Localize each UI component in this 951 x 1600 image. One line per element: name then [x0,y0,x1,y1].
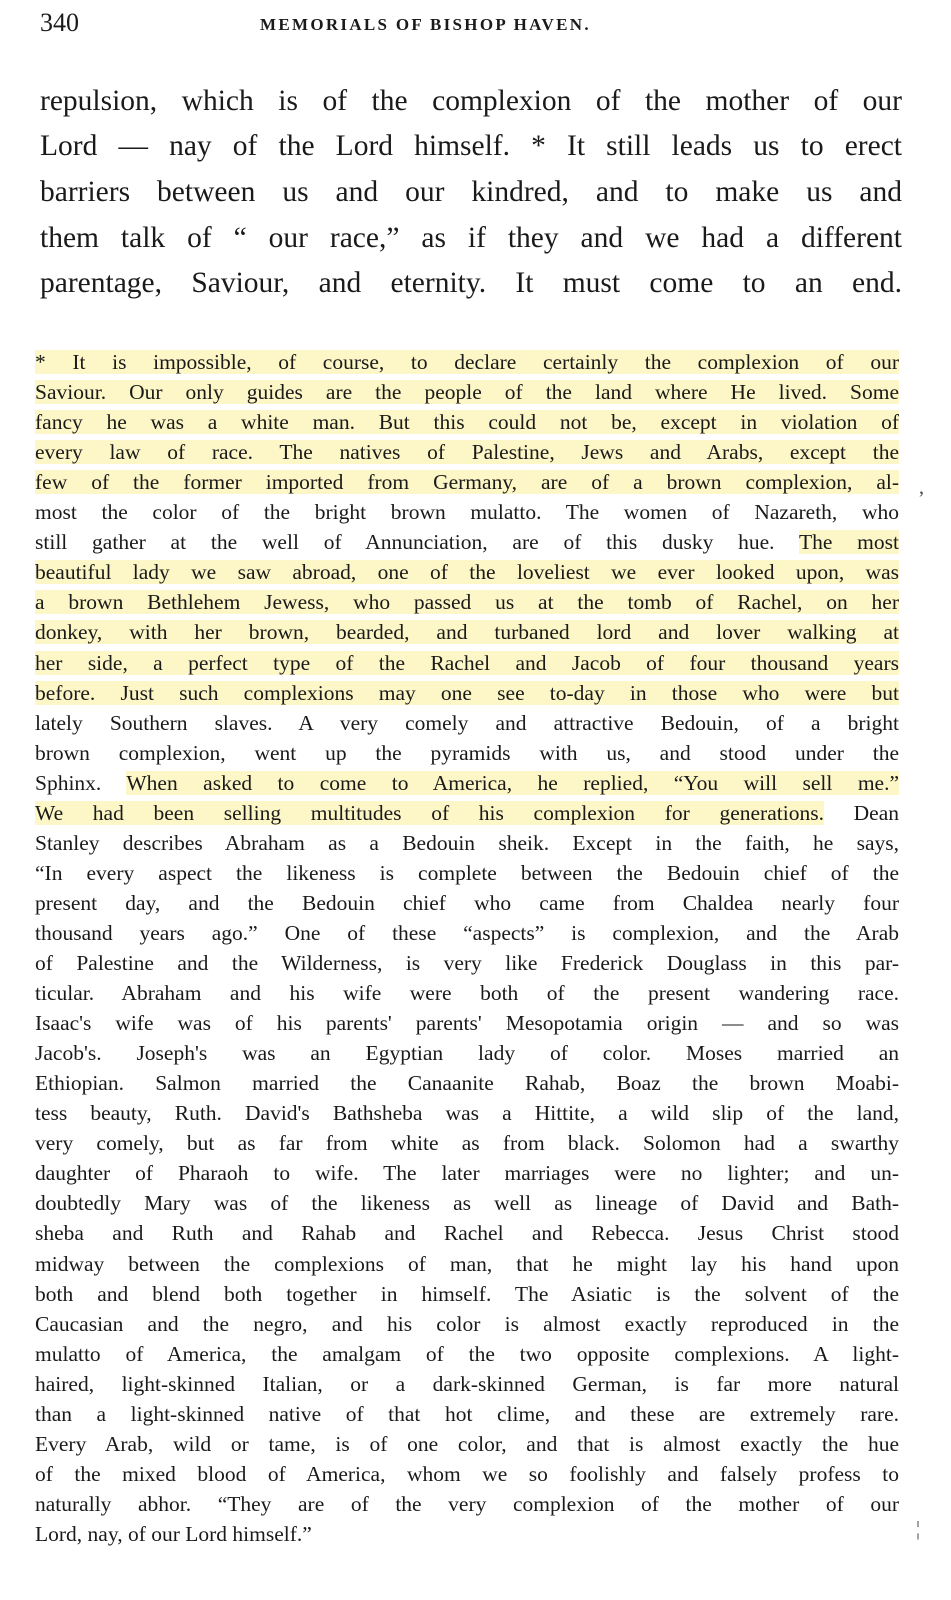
footnote-line [35,378,899,406]
footnote-text: than a light-skinned native of that hot clime, and these are extremely rare. [35,1401,899,1426]
footnote-text: naturally abhor. “They are of the very complexion of the mother of our [35,1491,899,1516]
footnote-line [35,649,899,677]
highlighted-text: few of the former imported from Germany, are of a brown complexion, al- [35,470,899,495]
footnote-line [35,1219,899,1247]
footnote-text: very comely, but as far from white as from black. Solomon had a swarthy [35,1131,899,1156]
footnote-text: mulatto of America, the amalgam of the two opposite complexions. A light- [35,1341,899,1366]
footnote-line [35,348,899,376]
footnote-text: ticular. Abraham and his wife were both of the present wandering race. [35,981,899,1006]
main-text-line: barriers between us and our kindred, and to make us and [40,176,902,208]
footnote-line [35,799,899,827]
footnote-text: present day, and the Bedouin chief who came from Chaldea nearly four [35,890,899,915]
highlighted-text: donkey, with her brown, bearded, and turbaned lord and lover walking at [35,620,899,645]
footnote-line [35,558,899,586]
footnote-text: Caucasian and the negro, and his color is almost exactly reproduced in the [35,1311,899,1336]
footnote-line [35,919,899,947]
footnote-line [35,1099,899,1127]
footnote-line [35,1460,899,1488]
highlighted-text: beautiful lady we saw abroad, one of the loveliest we ever looked upon, was [35,560,899,585]
footnote-line [35,618,899,646]
footnote-line [35,679,899,707]
footnote-text: haired, light-skinned Italian, or a dark-skinned German, is far more natural [35,1371,899,1396]
footnote-text: most the color of the bright brown mulatto. The women of Nazareth, who [35,500,899,525]
footnote-line [35,498,899,526]
footnote-text: Dean [823,800,899,825]
footnote-line [35,739,899,767]
footnote-line [35,468,899,496]
highlighted-text: The most [798,530,899,555]
footnote-line [35,1280,899,1308]
footnote-text: still gather at the well of Annunciation, are of this dusky hue. [35,530,799,555]
main-text-line: Lord — nay of the Lord himself. * It still leads us to erect [40,130,902,162]
footnote-line [35,709,899,737]
footnote-text: thousand years ago.” One of these “aspects” is complexion, and the Arab [35,920,899,945]
footnote-text: Sphinx. [35,770,127,795]
highlighted-text: her side, a perfect type of the Rachel and Jacob of four thousand years [35,650,899,675]
footnote-line [35,1400,899,1428]
footnote-line [35,859,899,887]
footnote-line [35,438,899,466]
footnote-text: Isaac's wife was of his parents' parents' Mesopotamia origin — and so was [35,1011,899,1036]
footnote-line [35,1189,899,1217]
footnote-text: Lord, nay, of our Lord himself.” [35,1521,312,1546]
footnote-line [35,1520,312,1548]
footnote-line [35,588,899,616]
footnote-text: brown complexion, went up the pyramids with us, and stood under the [35,740,899,765]
footnote-text: of Palestine and the Wilderness, is very like Frederick Douglass in this par- [35,951,899,975]
page-number: 340 [40,8,79,37]
footnote-text: midway between the complexions of man, that he might lay his hand upon [35,1251,899,1276]
footnote-line [35,1310,899,1338]
highlighted-text: fancy he was a white man. But this could not be, except in violation of [35,410,899,435]
footnote-line [35,1370,899,1398]
footnote-text: “In every aspect the likeness is complete between the Bedouin chief of the [35,860,899,885]
footnote-line [35,979,899,1007]
footnote-text: tess beauty, Ruth. David's Bathsheba was a Hittite, a wild slip of the land, [35,1101,899,1126]
footnote-text: sheba and Ruth and Rahab and Rachel and Rebecca. Jesus Christ stood [35,1221,899,1246]
footnote-line [35,1430,899,1458]
footnote-line [35,1340,899,1368]
footnote-line [35,949,899,977]
main-text-line: them talk of “ our race,” as if they and we had a different [40,222,902,254]
footnote-text: Jacob's. Joseph's was an Egyptian lady of color. Moses married an [35,1041,899,1066]
footnote-line [35,1490,899,1518]
footnote-text: of the mixed blood of America, whom we so foolishly and falsely profess to [35,1461,899,1486]
margin-mark: ʼ [918,488,925,510]
footnote-line [35,1069,899,1097]
main-text-line: parentage, Saviour, and eternity. It must come to an end. [40,267,902,299]
margin-mark: ¦ [916,1518,921,1540]
footnote-line [35,1129,899,1157]
footnote-line [35,769,899,797]
footnote-line [35,408,899,436]
footnote-text: lately Southern slaves. A very comely and attractive Bedouin, of a bright [35,710,899,735]
footnote-text: doubtedly Mary was of the likeness as well as lineage of David and Bath- [35,1191,899,1216]
footnote-line [35,1159,899,1187]
footnote-text: both and blend both together in himself. The Asiatic is the solvent of the [35,1281,899,1306]
footnote-line [35,829,899,857]
footnote-line [35,1009,899,1037]
highlighted-text: every law of race. The natives of Palestine, Jews and Arabs, except the [35,440,899,465]
footnote-text: Every Arab, wild or tame, is of one color, and that is almost exactly the hue [35,1431,899,1456]
highlighted-text: When asked to come to America, he replied, “You will sell me.” [126,770,900,795]
footnote-text: Ethiopian. Salmon married the Canaanite Rahab, Boaz the brown Moabi- [35,1071,899,1096]
highlighted-text: a brown Bethlehem Jewess, who passed us at the tomb of Rachel, on her [35,590,899,615]
footnote-text: daughter of Pharaoh to wife. The later marriages were no lighter; and un- [35,1161,899,1186]
footnote-text: Stanley describes Abraham as a Bedouin sheik. Except in the faith, he says, [35,830,899,855]
highlighted-text: Saviour. Our only guides are the people of the land where He lived. Some [35,380,899,405]
highlighted-text: before. Just such complexions may one see to-day in those who were but [35,680,899,705]
main-text-line: repulsion, which is of the complexion of the mother of our [40,85,902,117]
footnote-line [35,1250,899,1278]
running-head: MEMORIALS OF BISHOP HAVEN. [260,15,591,34]
highlighted-text: * It is impossible, of course, to declare certainly the complexion of our [35,350,899,374]
footnote-line [35,528,899,556]
page-header [40,6,900,40]
highlighted-text: We had been selling multitudes of his complexion for generations. [35,800,824,825]
footnote-line [35,889,899,917]
footnote-line [35,1039,899,1067]
